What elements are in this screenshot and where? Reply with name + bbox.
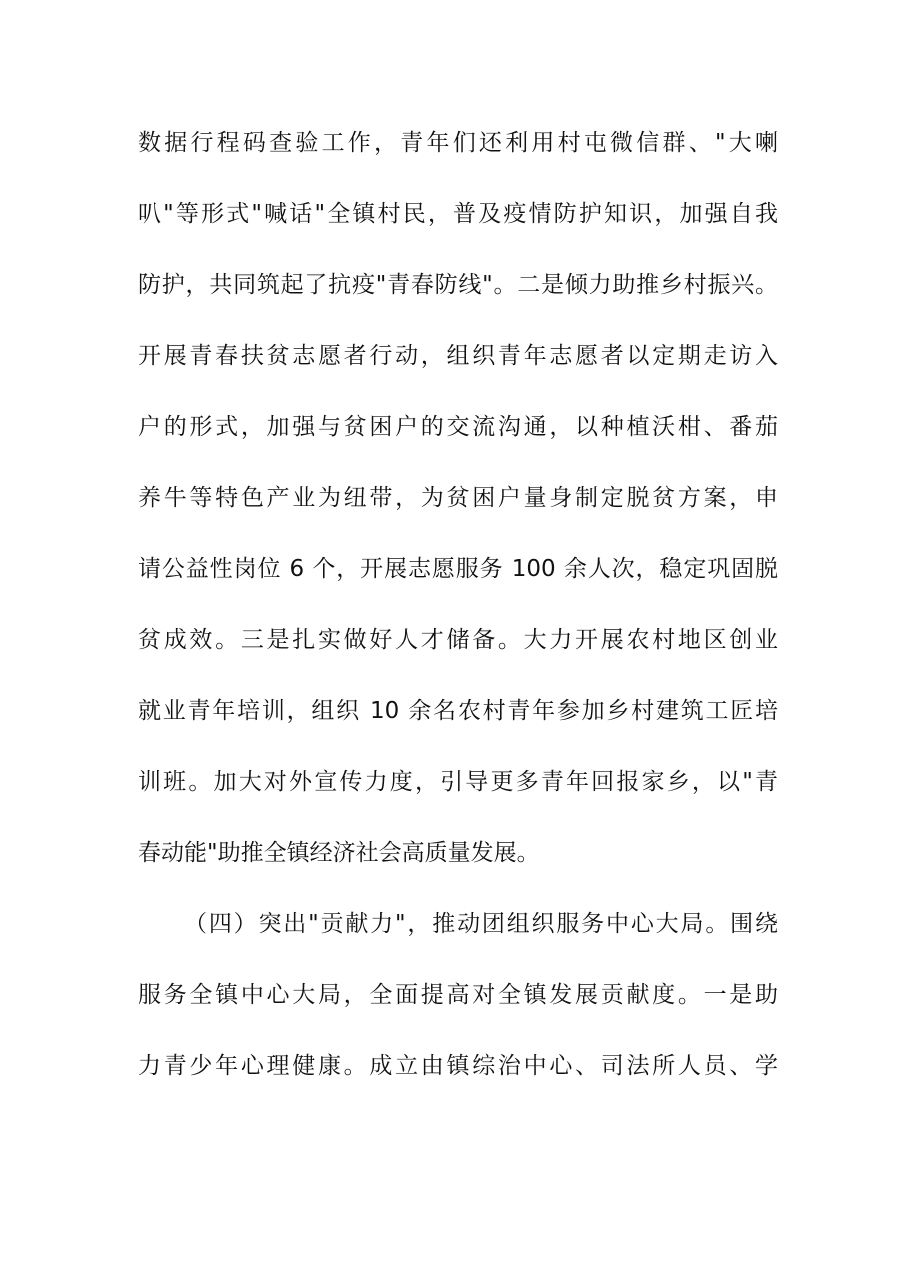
text-line: 服务全镇中心大局，全面提高对全镇发展贡献度。一是助 bbox=[138, 982, 778, 1008]
text-line: 春动能"助推全镇经济社会高质量发展。 bbox=[138, 840, 540, 866]
text-line: （四）突出"贡献力"，推动团组织服务中心大局。围绕 bbox=[184, 911, 778, 937]
text-line: 数据行程码查验工作，青年们还利用村屯微信群、"大喇 bbox=[138, 130, 778, 156]
text-line: 贫成效。三是扎实做好人才储备。大力开展农村地区创业 bbox=[138, 627, 778, 653]
text-line: 防护，共同筑起了抗疫"青春防线"。二是倾力助推乡村振兴。 bbox=[138, 272, 778, 298]
text-line: 户的形式，加强与贫困户的交流沟通，以种植沃柑、番茄 bbox=[138, 414, 778, 440]
text-line: 力青少年心理健康。成立由镇综治中心、司法所人员、学 bbox=[138, 1053, 778, 1079]
text-line: 叭"等形式"喊话"全镇村民，普及疫情防护知识，加强自我 bbox=[138, 201, 778, 227]
text-line: 开展青春扶贫志愿者行动，组织青年志愿者以定期走访入 bbox=[138, 343, 778, 369]
text-line: 就业青年培训，组织 10 余名农村青年参加乡村建筑工匠培 bbox=[138, 698, 778, 724]
text-line: 请公益性岗位 6 个，开展志愿服务 100 余人次，稳定巩固脱 bbox=[138, 556, 778, 582]
paragraph-2 bbox=[138, 903, 778, 1116]
text-line: 养牛等特色产业为纽带，为贫困户量身制定脱贫方案，申 bbox=[138, 485, 778, 511]
paragraph-1 bbox=[138, 122, 778, 903]
body-text bbox=[138, 122, 778, 1116]
text-line: 训班。加大对外宣传力度，引导更多青年回报家乡，以"青 bbox=[138, 769, 778, 795]
